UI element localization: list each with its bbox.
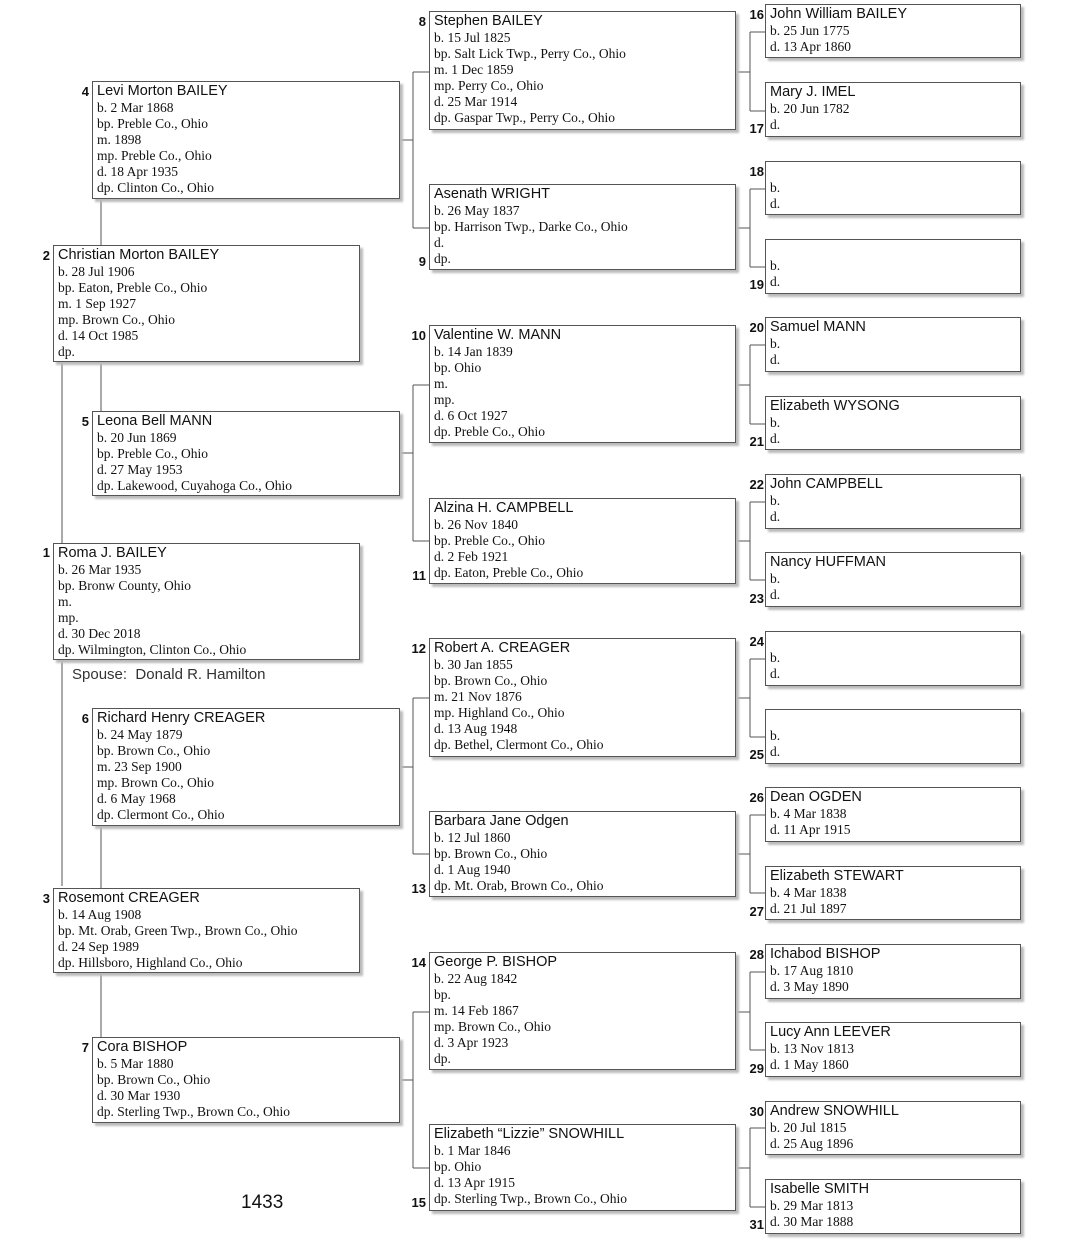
person-detail: m. xyxy=(434,376,448,391)
person-detail: d. 1 Aug 1940 xyxy=(434,862,511,877)
page-number: 1433 xyxy=(241,1192,284,1213)
person-box-21 xyxy=(765,396,1021,450)
person-detail: bp. Ohio xyxy=(434,360,482,375)
person-name: Barbara Jane Odgen xyxy=(434,813,569,829)
person-name: John CAMPBELL xyxy=(770,476,883,492)
person-box-17 xyxy=(765,82,1021,137)
person-detail: bp. Eaton, Preble Co., Ohio xyxy=(58,280,208,295)
person-box-2 xyxy=(53,245,360,362)
person-detail: b. 13 Nov 1813 xyxy=(770,1041,854,1056)
person-detail: bp. xyxy=(434,987,451,1002)
person-detail: d. 14 Oct 1985 xyxy=(58,328,139,343)
person-detail: dp. Bethel, Clermont Co., Ohio xyxy=(434,737,604,752)
person-box-22 xyxy=(765,474,1021,529)
person-name: Leona Bell MANN xyxy=(97,413,213,429)
person-box-19 xyxy=(765,239,1021,294)
person-number-16: 16 xyxy=(749,7,764,22)
person-box-4 xyxy=(92,81,400,199)
person-detail: m. 1898 xyxy=(97,132,142,147)
person-detail: b. 22 Aug 1842 xyxy=(434,971,518,986)
person-number-26: 26 xyxy=(749,790,764,805)
person-detail: dp. Eaton, Preble Co., Ohio xyxy=(434,565,584,580)
person-number-3: 3 xyxy=(42,891,50,906)
person-box-13 xyxy=(429,811,736,897)
person-detail: mp. xyxy=(58,610,79,625)
person-detail: d. 27 May 1953 xyxy=(97,462,183,477)
person-detail: b. xyxy=(770,493,781,508)
person-name: George P. BISHOP xyxy=(434,954,558,970)
person-name: Samuel MANN xyxy=(770,319,866,335)
person-number-19: 19 xyxy=(749,277,764,292)
person-number-18: 18 xyxy=(749,164,764,179)
person-detail: b. 14 Aug 1908 xyxy=(58,907,142,922)
person-detail: d. 3 May 1890 xyxy=(770,979,849,994)
person-detail: b. 25 Jun 1775 xyxy=(770,23,850,38)
person-name: Rosemont CREAGER xyxy=(58,890,200,906)
person-detail: d. 30 Mar 1930 xyxy=(97,1088,181,1103)
person-detail: bp. Brown Co., Ohio xyxy=(434,673,548,688)
person-detail: b. xyxy=(770,336,781,351)
person-detail: mp. xyxy=(434,392,455,407)
person-detail: d. 3 Apr 1923 xyxy=(434,1035,509,1050)
person-detail: mp. Brown Co., Ohio xyxy=(97,775,215,790)
person-detail: bp. Bronw County, Ohio xyxy=(58,578,192,593)
person-detail: b. 4 Mar 1838 xyxy=(770,885,847,900)
person-detail: dp. Gaspar Twp., Perry Co., Ohio xyxy=(434,110,616,125)
person-number-11: 11 xyxy=(412,568,426,583)
person-number-17: 17 xyxy=(749,121,764,136)
person-box-8 xyxy=(429,11,736,130)
person-detail: b. 26 Nov 1840 xyxy=(434,517,518,532)
person-detail: b. 17 Aug 1810 xyxy=(770,963,854,978)
person-detail: b. 26 Mar 1935 xyxy=(58,562,142,577)
person-detail: m. xyxy=(58,594,72,609)
person-name xyxy=(770,633,1016,650)
person-number-2: 2 xyxy=(42,248,50,263)
person-box-26 xyxy=(765,787,1021,842)
person-name xyxy=(770,241,1016,258)
person-number-20: 20 xyxy=(749,320,764,335)
person-detail: d. xyxy=(770,431,781,446)
person-detail: bp. Preble Co., Ohio xyxy=(97,116,208,131)
person-detail: d. 13 Apr 1860 xyxy=(770,39,851,54)
person-detail: b. xyxy=(770,415,781,430)
person-detail: d. xyxy=(770,509,781,524)
person-name: Elizabeth “Lizzie” SNOWHILL xyxy=(434,1126,625,1142)
person-name: Alzina H. CAMPBELL xyxy=(434,500,574,516)
person-detail: b. xyxy=(770,258,781,273)
person-detail: d. 18 Apr 1935 xyxy=(97,164,178,179)
person-number-22: 22 xyxy=(749,477,764,492)
person-name: Richard Henry CREAGER xyxy=(97,710,266,726)
person-detail: dp. Preble Co., Ohio xyxy=(434,424,545,439)
person-box-12 xyxy=(429,638,736,757)
person-detail: b. 24 May 1879 xyxy=(97,727,183,742)
person-box-25 xyxy=(765,709,1021,764)
person-name: Nancy HUFFMAN xyxy=(770,554,887,570)
person-number-10: 10 xyxy=(411,328,426,343)
person-detail: d. 13 Apr 1915 xyxy=(434,1175,515,1190)
person-number-27: 27 xyxy=(749,904,764,919)
person-name: Robert A. CREAGER xyxy=(434,640,571,656)
person-box-9 xyxy=(429,184,736,270)
person-name: Elizabeth WYSONG xyxy=(770,398,900,414)
person-detail: b. 2 Mar 1868 xyxy=(97,100,174,115)
person-number-5: 5 xyxy=(81,414,89,429)
person-box-5 xyxy=(92,411,400,496)
person-detail: d. 11 Apr 1915 xyxy=(770,822,851,837)
person-detail: d. 21 Jul 1897 xyxy=(770,901,847,916)
person-detail: dp. Wilmington, Clinton Co., Ohio xyxy=(58,642,247,657)
person-detail: bp. Harrison Twp., Darke Co., Ohio xyxy=(434,219,628,234)
person-name: Andrew SNOWHILL xyxy=(770,1103,899,1119)
person-number-24: 24 xyxy=(749,634,764,649)
person-detail: dp. Lakewood, Cuyahoga Co., Ohio xyxy=(97,478,292,493)
person-name: Roma J. BAILEY xyxy=(58,545,167,561)
person-detail: d. xyxy=(770,117,781,132)
person-detail: mp. Highland Co., Ohio xyxy=(434,705,565,720)
person-number-23: 23 xyxy=(749,591,764,606)
person-detail: bp. Preble Co., Ohio xyxy=(97,446,208,461)
person-box-10 xyxy=(429,325,736,443)
person-number-6: 6 xyxy=(81,711,89,726)
person-detail: dp. Mt. Orab, Brown Co., Ohio xyxy=(434,878,604,893)
person-name: Christian Morton BAILEY xyxy=(58,247,220,263)
person-detail: b. 12 Jul 1860 xyxy=(434,830,511,845)
person-detail: d. 6 Oct 1927 xyxy=(434,408,508,423)
person-detail: b. 5 Mar 1880 xyxy=(97,1056,174,1071)
person-detail: mp. Brown Co., Ohio xyxy=(58,312,176,327)
person-detail: d. 24 Sep 1989 xyxy=(58,939,139,954)
person-number-4: 4 xyxy=(81,84,89,99)
person-box-28 xyxy=(765,944,1021,999)
person-detail: dp. Clermont Co., Ohio xyxy=(97,807,225,822)
person-detail: dp. xyxy=(434,251,451,266)
person-detail: dp. Clinton Co., Ohio xyxy=(97,180,215,195)
person-detail: d. 30 Mar 1888 xyxy=(770,1214,854,1229)
person-name: Cora BISHOP xyxy=(97,1039,188,1055)
person-box-1 xyxy=(53,543,360,660)
person-number-9: 9 xyxy=(418,254,426,269)
person-detail: mp. Perry Co., Ohio xyxy=(434,78,544,93)
person-number-1: 1 xyxy=(42,545,50,560)
person-detail: bp. Ohio xyxy=(434,1159,482,1174)
person-box-27 xyxy=(765,866,1021,920)
person-detail: b. xyxy=(770,180,781,195)
person-name: Dean OGDEN xyxy=(770,789,862,805)
person-number-21: 21 xyxy=(749,434,764,449)
person-detail: d. 6 May 1968 xyxy=(97,791,176,806)
person-detail: dp. Sterling Twp., Brown Co., Ohio xyxy=(434,1191,628,1206)
person-box-30 xyxy=(765,1101,1021,1155)
person-number-12: 12 xyxy=(411,641,426,656)
person-detail: m. 23 Sep 1900 xyxy=(97,759,182,774)
person-detail: b. 20 Jun 1782 xyxy=(770,101,850,116)
person-name: Asenath WRIGHT xyxy=(434,186,551,202)
person-name: Lucy Ann LEEVER xyxy=(770,1024,891,1040)
person-name: Levi Morton BAILEY xyxy=(97,83,228,99)
person-name: Elizabeth STEWART xyxy=(770,868,904,884)
person-number-7: 7 xyxy=(81,1040,89,1055)
person-number-31: 31 xyxy=(749,1217,764,1232)
person-detail: d. xyxy=(770,196,781,211)
person-detail: b. xyxy=(770,571,781,586)
spouse-label: Spouse: xyxy=(72,666,128,683)
person-box-14 xyxy=(429,952,736,1070)
person-detail: d. xyxy=(434,235,445,250)
person-number-15: 15 xyxy=(411,1195,426,1210)
person-number-28: 28 xyxy=(749,947,764,962)
person-detail: m. 1 Dec 1859 xyxy=(434,62,514,77)
person-detail: d. xyxy=(770,587,781,602)
person-name: Stephen BAILEY xyxy=(434,13,543,29)
person-detail: bp. Mt. Orab, Green Twp., Brown Co., Ohio xyxy=(58,923,298,938)
person-detail: m. 14 Feb 1867 xyxy=(434,1003,519,1018)
person-box-20 xyxy=(765,317,1021,372)
person-box-16 xyxy=(765,4,1021,58)
person-box-3 xyxy=(53,888,360,973)
person-detail: m. 21 Nov 1876 xyxy=(434,689,522,704)
person-detail: bp. Preble Co., Ohio xyxy=(434,533,545,548)
person-detail: b. xyxy=(770,728,781,743)
person-box-6 xyxy=(92,708,400,826)
person-detail: m. 1 Sep 1927 xyxy=(58,296,137,311)
person-box-31 xyxy=(765,1179,1021,1234)
spouse-name: Donald R. Hamilton xyxy=(135,666,266,683)
person-detail: d. 30 Dec 2018 xyxy=(58,626,141,641)
person-detail: b. 29 Mar 1813 xyxy=(770,1198,854,1213)
person-name: Ichabod BISHOP xyxy=(770,946,881,962)
person-box-18 xyxy=(765,161,1021,215)
person-detail: bp. Salt Lick Twp., Perry Co., Ohio xyxy=(434,46,626,61)
person-number-13: 13 xyxy=(411,881,426,896)
person-detail: b. 15 Jul 1825 xyxy=(434,30,511,45)
person-box-23 xyxy=(765,552,1021,607)
person-name xyxy=(770,711,1016,728)
person-detail: b. 4 Mar 1838 xyxy=(770,806,847,821)
person-detail: b. xyxy=(770,650,781,665)
person-detail: b. 26 May 1837 xyxy=(434,203,520,218)
person-detail: dp. xyxy=(58,344,75,359)
person-detail: d. 25 Mar 1914 xyxy=(434,94,518,109)
person-detail: d. xyxy=(770,666,781,681)
person-box-11 xyxy=(429,498,736,584)
person-name: Isabelle SMITH xyxy=(770,1181,870,1197)
person-name: Valentine W. MANN xyxy=(434,327,562,343)
person-detail: b. 30 Jan 1855 xyxy=(434,657,513,672)
person-number-14: 14 xyxy=(411,955,426,970)
person-detail: b. 14 Jan 1839 xyxy=(434,344,513,359)
person-detail: d. 2 Feb 1921 xyxy=(434,549,509,564)
person-detail: d. xyxy=(770,352,781,367)
person-box-29 xyxy=(765,1022,1021,1077)
person-box-24 xyxy=(765,631,1021,686)
person-detail: dp. xyxy=(434,1051,451,1066)
person-detail: mp. Preble Co., Ohio xyxy=(97,148,212,163)
person-detail: d. 1 May 1860 xyxy=(770,1057,849,1072)
person-number-30: 30 xyxy=(749,1104,764,1119)
person-name: Mary J. IMEL xyxy=(770,84,856,100)
person-number-25: 25 xyxy=(749,747,764,762)
person-box-15 xyxy=(429,1124,736,1211)
person-detail: dp. Hillsboro, Highland Co., Ohio xyxy=(58,955,243,970)
spouse-line xyxy=(72,666,265,683)
person-box-7 xyxy=(92,1037,400,1123)
person-detail: bp. Brown Co., Ohio xyxy=(97,743,211,758)
person-name xyxy=(770,163,1016,180)
person-detail: dp. Sterling Twp., Brown Co., Ohio xyxy=(97,1104,291,1119)
person-detail: mp. Brown Co., Ohio xyxy=(434,1019,552,1034)
person-detail: b. 1 Mar 1846 xyxy=(434,1143,511,1158)
person-detail: b. 28 Jul 1906 xyxy=(58,264,135,279)
person-detail: d. xyxy=(770,744,781,759)
person-name: John William BAILEY xyxy=(770,6,907,22)
person-detail: b. 20 Jul 1815 xyxy=(770,1120,847,1135)
person-detail: b. 20 Jun 1869 xyxy=(97,430,177,445)
person-number-8: 8 xyxy=(418,14,426,29)
person-detail: d. 25 Aug 1896 xyxy=(770,1136,854,1151)
person-number-29: 29 xyxy=(749,1061,764,1076)
person-detail: bp. Brown Co., Ohio xyxy=(434,846,548,861)
person-detail: d. 13 Aug 1948 xyxy=(434,721,518,736)
person-detail: d. xyxy=(770,274,781,289)
person-detail: bp. Brown Co., Ohio xyxy=(97,1072,211,1087)
